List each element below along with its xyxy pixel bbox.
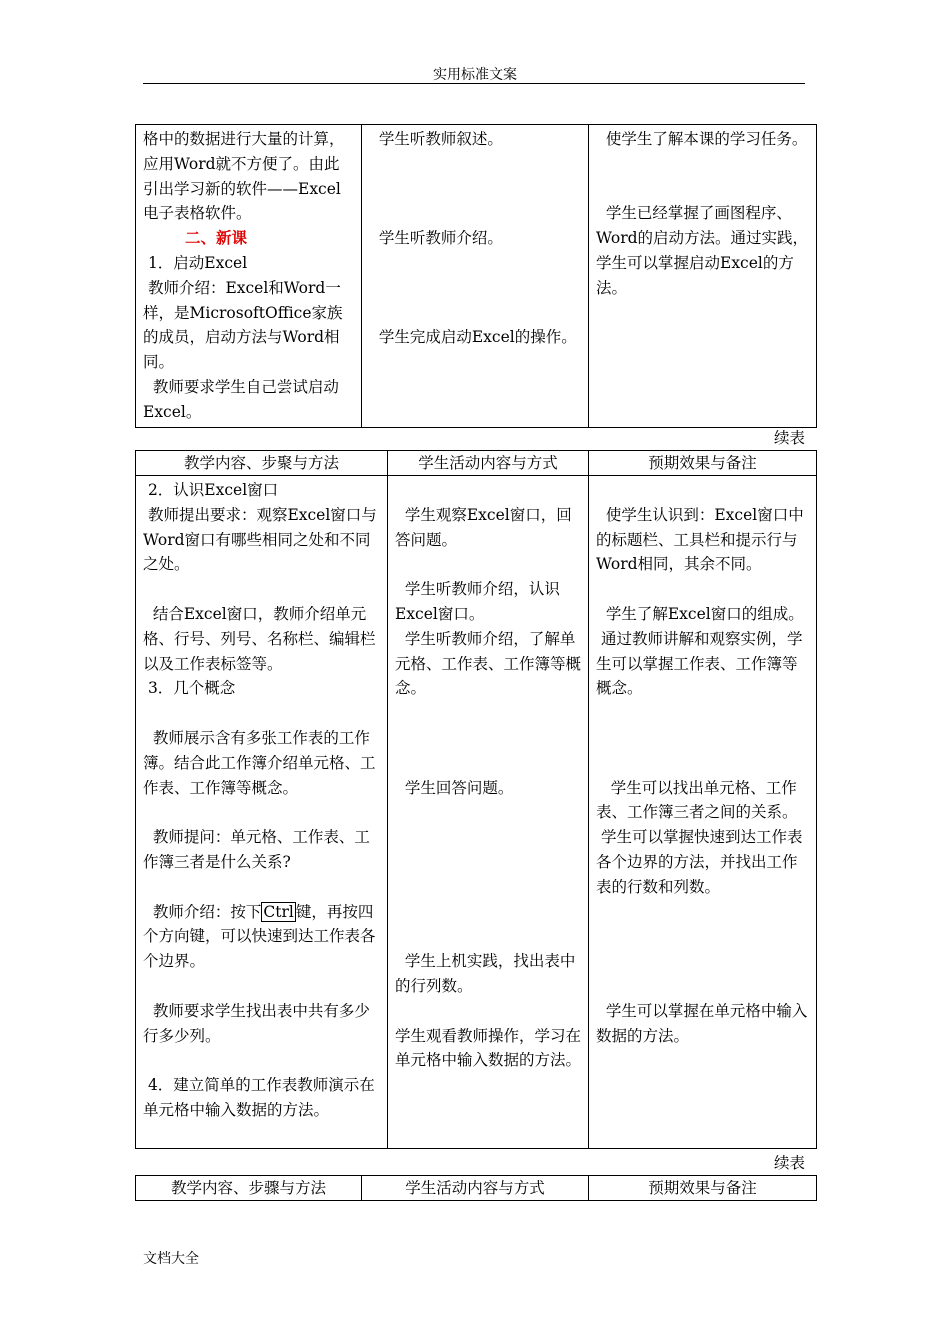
ctrl-tip-after: 键，再按四个方向键，可以快速到达工作表各个边界。 (143, 902, 376, 971)
table2-c1-window-parts: 结合Excel窗口，教师介绍单元格、行号、列号、名称栏、编辑栏以及工作表标签等。 (143, 604, 376, 673)
table2-student-cell (388, 476, 589, 1149)
table2-effect-cell (589, 476, 817, 1149)
lesson-table-3 (135, 1175, 817, 1201)
table1-c3-goal: 使学生了解本课的学习任务。 (596, 130, 808, 148)
table1-effect-cell (589, 125, 817, 428)
col-header-teaching: 教学内容、步聚与方法 (136, 451, 388, 476)
table2-c1-ctrl-tip (143, 900, 380, 974)
col-header-expected-effect: 预期效果与备注 (589, 451, 817, 476)
page-footer-text: 文档大全 (143, 1251, 199, 1267)
table2-c1-question: 教师提问：单元格、工作表、工作簿三者是什么关系? (143, 828, 370, 871)
table2-c2-practice: 学生上机实践，找出表中的行列数。 (395, 952, 576, 995)
table1-c1-intro: 格中的数据进行大量的计算，应用Word就不方便了。由此引出学习新的软件——Excel电子表格软件。 (143, 130, 345, 223)
lesson-table-1 (135, 124, 817, 428)
table2-c1-step3: 3．几个概念 (143, 679, 236, 698)
table1-c1-try-start: 教师要求学生自己尝试启动Excel。 (143, 377, 339, 421)
table2-c2-observe: 学生观察Excel窗口，回答问题。 (395, 505, 572, 549)
header-rule (143, 83, 805, 84)
table2-c1-step4: 4．建立简单的工作表教师演示在单元格中输入数据的方法。 (143, 1076, 375, 1119)
page-header-title: 实用标准文案 (433, 67, 517, 83)
section-heading-new-lesson: 二、新课 (185, 228, 248, 248)
table2-c3-components: 学生了解Excel窗口的组成。 (596, 604, 804, 623)
table2-c3-relation: 学生可以找出单元格、工作表、工作簿三者之间的关系。 (596, 778, 798, 822)
continued-label-2: 续表 (773, 1154, 805, 1172)
continued-label: 续表 (773, 429, 805, 447)
ctrl-key-label: Ctrl (263, 902, 294, 921)
table2-c1-find-rows: 教师要求学生找出表中共有多少行多少列。 (143, 1001, 370, 1045)
table2-c3-recognize: 使学生认识到：Excel窗口中的标题栏、工具栏和提示行与Word相同，其余不同。 (596, 505, 804, 574)
col-header-expected-effect-2: 预期效果与备注 (589, 1176, 817, 1201)
table2-c2-answer: 学生回答问题。 (395, 778, 514, 797)
table2-c1-step2: 2．认识Excel窗口 (143, 481, 279, 499)
col-header-student-activity-2: 学生活动内容与方式 (362, 1176, 589, 1201)
ctrl-tip-before: 教师介绍：按下 (143, 902, 262, 921)
col-header-teaching-2: 教学内容、步骤与方法 (136, 1176, 362, 1201)
table1-c1-intro-excel: 教师介绍：Excel和Word一样，是MicrosoftOffice家族的成员，启动方法与Word相同。 (143, 278, 343, 372)
table1-student-cell (362, 125, 589, 428)
table2-c2-recognize: 学生听教师介绍，认识Excel窗口。 (395, 580, 560, 623)
table1-c1-step1: 1．启动Excel (143, 253, 248, 272)
table2-c2-concepts: 学生听教师介绍，了解单元格、工作表、工作簿等概念。 (395, 629, 582, 698)
table2-c1-workbook: 教师展示含有多张工作表的工作簿。结合此工作簿介绍单元格、工作表、工作簿等概念。 (143, 728, 376, 797)
table2-c2-watch: 学生观看教师操作，学习在单元格中输入数据的方法。 (395, 1026, 582, 1070)
table1-teaching-cell (136, 125, 362, 428)
table2-c3-concepts: 通过教师讲解和观察实例，学生可以掌握工作表、工作簿等概念。 (596, 629, 803, 698)
lesson-table-2 (135, 450, 817, 1149)
table1-c2-listen-intro: 学生听教师介绍。 (369, 229, 503, 248)
table1-c2-start-excel: 学生完成启动Excel的操作。 (369, 328, 577, 347)
table1-c2-listen: 学生听教师叙述。 (369, 130, 503, 148)
table1-c3-master-start: 学生已经掌握了画图程序、Word的启动方法。通过实践，学生可以掌握启动Excel的方法。 (596, 204, 809, 297)
table2-teaching-cell (136, 476, 388, 1149)
table2-c1-observe: 教师提出要求：观察Excel窗口与Word窗口有哪些相同之处和不同之处。 (143, 505, 377, 574)
table2-c3-boundary: 学生可以掌握快速到达工作表各个边界的方法，并找出工作表的行数和列数。 (596, 828, 803, 896)
col-header-student-activity: 学生活动内容与方式 (388, 451, 589, 476)
table2-c3-input: 学生可以掌握在单元格中输入数据的方法。 (596, 1001, 808, 1045)
